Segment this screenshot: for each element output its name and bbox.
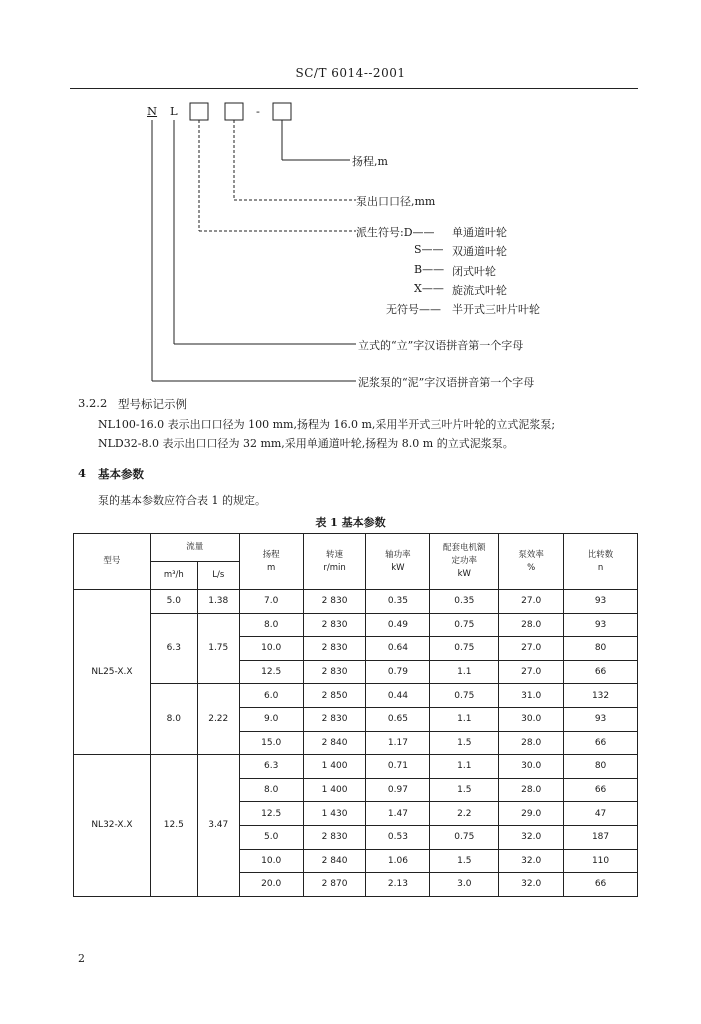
col-head: 扬程 m <box>239 534 303 590</box>
speed-cell: 2 830 <box>303 590 366 614</box>
speed-cell: 1 430 <box>303 802 366 826</box>
shaft-power-cell: 0.79 <box>366 660 430 684</box>
motor-power-cell: 1.5 <box>430 731 499 755</box>
shaft-power-cell: 0.53 <box>366 825 430 849</box>
motor-power-cell: 0.35 <box>430 590 499 614</box>
col-shaft-power: 轴功率 kW <box>366 534 430 590</box>
code-x: X—— <box>414 282 444 295</box>
shaft-power-cell: 1.47 <box>366 802 430 826</box>
table-caption: 表 1 基本参数 <box>315 516 386 529</box>
head-cell: 7.0 <box>239 590 303 614</box>
table-row <box>74 684 638 708</box>
head-cell: 8.0 <box>239 613 303 637</box>
head-cell: 20.0 <box>239 873 303 897</box>
flow-ls-cell: 1.38 <box>197 590 239 614</box>
col-flow-m3h: m³/h <box>150 562 197 590</box>
shaft-power-cell: 0.71 <box>366 755 430 779</box>
impeller-d: 单通道叶轮 <box>452 226 507 239</box>
speed-cell: 2 830 <box>303 825 366 849</box>
col-specific-speed: 比转数 n <box>564 534 638 590</box>
efficiency-cell: 32.0 <box>499 873 564 897</box>
motor-power-cell: 0.75 <box>430 637 499 661</box>
motor-power-cell: 0.75 <box>430 684 499 708</box>
specific-speed-cell: 66 <box>564 731 638 755</box>
specific-speed-cell: 93 <box>564 613 638 637</box>
shaft-power-cell: 0.35 <box>366 590 430 614</box>
speed-cell: 2 830 <box>303 613 366 637</box>
head-cell: 15.0 <box>239 731 303 755</box>
code-b: B—— <box>414 263 445 276</box>
outlet-label: 泵出口口径,mm <box>356 195 436 208</box>
efficiency-cell: 32.0 <box>499 825 564 849</box>
efficiency-cell: 27.0 <box>499 590 564 614</box>
table-row <box>74 590 638 614</box>
head-cell: 9.0 <box>239 707 303 731</box>
shaft-power-cell: 1.06 <box>366 849 430 873</box>
code-none: 无符号—— <box>386 303 441 316</box>
speed-cell: 1 400 <box>303 755 366 779</box>
efficiency-cell: 27.0 <box>499 660 564 684</box>
efficiency-cell: 30.0 <box>499 755 564 779</box>
col-flow-ls: L/s <box>197 562 239 590</box>
specific-speed-cell: 80 <box>564 755 638 779</box>
section-number-3-2-2: 3.2.2 <box>78 396 108 410</box>
shaft-power-cell: 1.17 <box>366 731 430 755</box>
efficiency-cell: 32.0 <box>499 849 564 873</box>
shaft-power-cell: 0.49 <box>366 613 430 637</box>
col-efficiency: 泵效率 % <box>499 534 564 590</box>
speed-cell: 2 830 <box>303 637 366 661</box>
speed-cell: 2 840 <box>303 731 366 755</box>
head-cell: 8.0 <box>239 778 303 802</box>
col-motor-power: 配套电机额 定功率 kW <box>430 534 499 590</box>
specific-speed-cell: 93 <box>564 707 638 731</box>
mud-pump-label: 泥浆泵的“泥”字汉语拼音第一个字母 <box>358 376 535 389</box>
impeller-label: 派生符号:D—— <box>356 226 435 239</box>
efficiency-cell: 28.0 <box>499 778 564 802</box>
shaft-power-cell: 0.64 <box>366 637 430 661</box>
example-2: NLD32-8.0 表示出口口径为 32 mm,采用单通道叶轮,扬程为 8.0 m 的立式泥浆泵。 <box>98 437 514 450</box>
flow-ls-cell: 3.47 <box>197 755 239 897</box>
model-code-diagram <box>0 0 701 400</box>
impeller-x: 旋流式叶轮 <box>452 284 507 297</box>
shaft-power-cell: 2.13 <box>366 873 430 897</box>
example-1: NL100-16.0 表示出口口径为 100 mm,扬程为 16.0 m,采用半开式三叶片叶轮的立式泥浆泵; <box>98 418 556 431</box>
speed-cell: 1 400 <box>303 778 366 802</box>
col-flow: 流量 <box>150 534 239 562</box>
motor-power-cell: 1.5 <box>430 849 499 873</box>
head-cell: 10.0 <box>239 637 303 661</box>
section-title-3-2-2: 型号标记示例 <box>118 397 187 411</box>
efficiency-cell: 30.0 <box>499 707 564 731</box>
flow-m3h-cell: 12.5 <box>150 755 197 897</box>
motor-power-cell: 1.5 <box>430 778 499 802</box>
specific-speed-cell: 132 <box>564 684 638 708</box>
impeller-none: 半开式三叶片叶轮 <box>452 303 540 316</box>
code-letter-l: L <box>170 104 178 118</box>
flow-m3h-cell: 6.3 <box>150 613 197 684</box>
efficiency-cell: 27.0 <box>499 637 564 661</box>
section-number-4: 4 <box>78 466 87 480</box>
efficiency-cell: 31.0 <box>499 684 564 708</box>
head-cell: 12.5 <box>239 660 303 684</box>
shaft-power-cell: 0.65 <box>366 707 430 731</box>
flow-ls-cell: 2.22 <box>197 684 239 755</box>
motor-power-cell: 1.1 <box>430 660 499 684</box>
motor-power-cell: 0.75 <box>430 825 499 849</box>
code-s: S—— <box>414 243 444 256</box>
flow-m3h-cell: 5.0 <box>150 590 197 614</box>
head-cell: 5.0 <box>239 825 303 849</box>
efficiency-cell: 29.0 <box>499 802 564 826</box>
parameters-table <box>73 533 638 897</box>
head-box <box>273 103 291 120</box>
motor-power-cell: 1.1 <box>430 707 499 731</box>
col-model: 型号 <box>74 534 151 590</box>
specific-speed-cell: 66 <box>564 873 638 897</box>
specific-speed-cell: 47 <box>564 802 638 826</box>
table-row <box>74 613 638 637</box>
motor-power-cell: 1.1 <box>430 755 499 779</box>
model-cell: NL32-X.X <box>74 755 151 897</box>
flow-ls-cell: 1.75 <box>197 613 239 684</box>
specific-speed-cell: 66 <box>564 660 638 684</box>
specific-speed-cell: 80 <box>564 637 638 661</box>
specific-speed-cell: 187 <box>564 825 638 849</box>
head-label: 扬程,m <box>352 155 388 168</box>
code-letter-n: N <box>147 104 158 118</box>
flow-m3h-cell: 8.0 <box>150 684 197 755</box>
section-title-4: 基本参数 <box>98 467 144 481</box>
efficiency-cell: 28.0 <box>499 731 564 755</box>
derivative-box <box>225 103 243 120</box>
speed-cell: 2 830 <box>303 707 366 731</box>
speed-cell: 2 840 <box>303 849 366 873</box>
standard-code-header: SC/T 6014--2001 <box>295 66 406 80</box>
shaft-power-cell: 0.44 <box>366 684 430 708</box>
head-cell: 6.3 <box>239 755 303 779</box>
motor-power-cell: 0.75 <box>430 613 499 637</box>
col-speed: 转速 r/min <box>303 534 366 590</box>
section-4-intro: 泵的基本参数应符合表 1 的规定。 <box>98 494 266 507</box>
speed-cell: 2 870 <box>303 873 366 897</box>
specific-speed-cell: 93 <box>564 590 638 614</box>
page-number: 2 <box>78 952 85 965</box>
specific-speed-cell: 110 <box>564 849 638 873</box>
specific-speed-cell: 66 <box>564 778 638 802</box>
efficiency-cell: 28.0 <box>499 613 564 637</box>
speed-cell: 2 850 <box>303 684 366 708</box>
speed-cell: 2 830 <box>303 660 366 684</box>
impeller-s: 双通道叶轮 <box>452 245 507 258</box>
head-cell: 12.5 <box>239 802 303 826</box>
shaft-power-cell: 0.97 <box>366 778 430 802</box>
outlet-box <box>190 103 208 120</box>
model-cell: NL25-X.X <box>74 590 151 755</box>
head-cell: 6.0 <box>239 684 303 708</box>
head-cell: 10.0 <box>239 849 303 873</box>
code-separator: - <box>256 104 260 118</box>
impeller-b: 闭式叶轮 <box>452 265 496 278</box>
motor-power-cell: 3.0 <box>430 873 499 897</box>
table-row <box>74 755 638 779</box>
vertical-label: 立式的“立”字汉语拼音第一个字母 <box>358 339 524 352</box>
motor-power-cell: 2.2 <box>430 802 499 826</box>
